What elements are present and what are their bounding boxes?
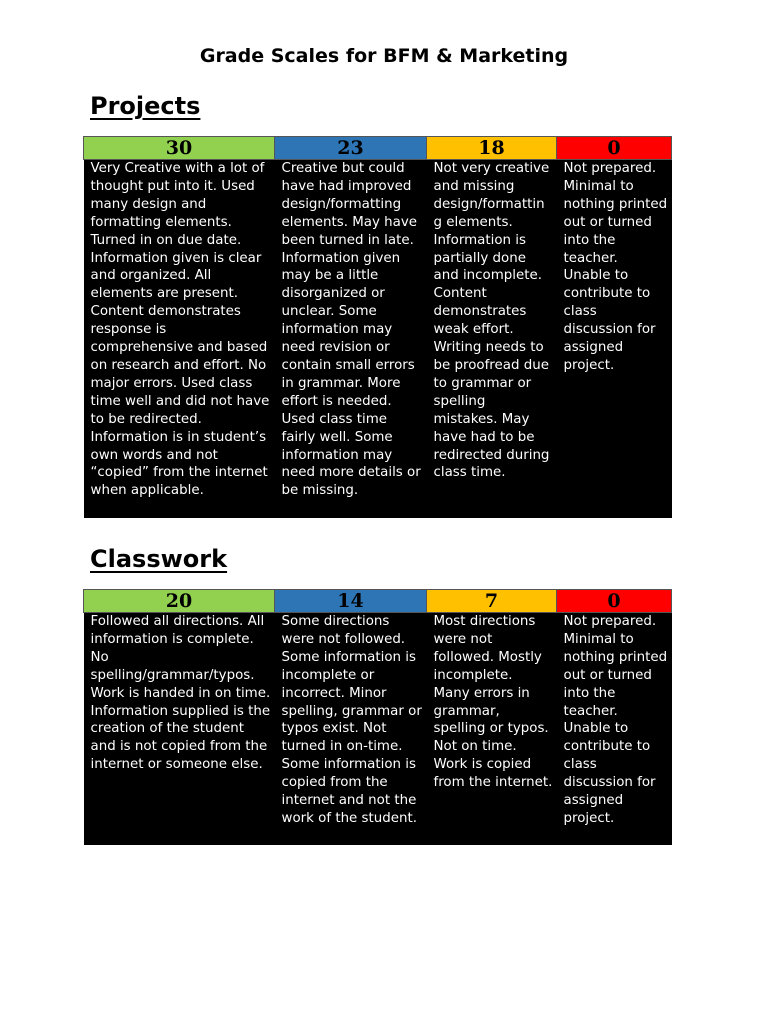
classwork-description-20: Followed all directions. All information is complete. No spelling/grammar/typos. Work is handed in on time. Information supplied is the creation of the student and is not copied from the internet or someone else. — [84, 613, 275, 846]
classwork-score-14: 14 — [275, 590, 427, 613]
projects-description-30: Very Creative with a lot of thought put into it. Used many design and formatting elements. Turned in on due date. Information given is clear and organized. All elements are present. Content demonstrates response is comprehensive and based on research and effort. No major errors. Used class time well and did not have to be redirected. Information is in student’s own words and not “copied” from the internet when applicable. — [84, 160, 275, 519]
page-title: Grade Scales for BFM & Marketing — [199, 45, 569, 67]
classwork-score-row — [84, 590, 672, 613]
projects-heading: Projects — [90, 92, 201, 120]
classwork-score-20: 20 — [84, 590, 275, 613]
projects-rubric-table — [83, 136, 672, 518]
classwork-rubric-table — [83, 589, 672, 845]
projects-score-18: 18 — [427, 137, 557, 160]
classwork-description-row — [84, 613, 672, 846]
projects-description-23: Creative but could have had improved design/formatting elements. May have been turned in late. Information given may be a little disorganized or unclear. Some information may need revision or contain small errors in grammar. More effort is needed. Used class time fairly well. Some information may need more details or be missing. — [275, 160, 427, 519]
classwork-score-7: 7 — [427, 590, 557, 613]
classwork-description-14: Some directions were not followed. Some information is incomplete or incorrect. Minor spelling, grammar or typos exist. Not turned in on-time. Some information is copied from the internet and not the work of the student. — [275, 613, 427, 846]
projects-description-18: Not very creative and missing design/formatting elements. Information is partially done and incomplete. Content demonstrates weak effort. Writing needs to be proofread due to grammar or spelling mistakes. May have had to be redirected during class time. — [427, 160, 557, 519]
projects-score-23: 23 — [275, 137, 427, 160]
classwork-score-0: 0 — [557, 590, 672, 613]
classwork-description-7: Most directions were not followed. Mostly incomplete. Many errors in grammar, spelling or typos. Not on time. Work is copied from the internet. — [427, 613, 557, 846]
projects-description-0: Not prepared. Minimal to nothing printed out or turned into the teacher. Unable to contribute to class discussion for assigned project. — [557, 160, 672, 519]
classwork-description-0: Not prepared. Minimal to nothing printed out or turned into the teacher. Unable to contribute to class discussion for assigned project. — [557, 613, 672, 846]
projects-score-30: 30 — [84, 137, 275, 160]
projects-score-0: 0 — [557, 137, 672, 160]
classwork-heading: Classwork — [90, 545, 228, 573]
projects-description-row — [84, 160, 672, 519]
projects-score-row — [84, 137, 672, 160]
